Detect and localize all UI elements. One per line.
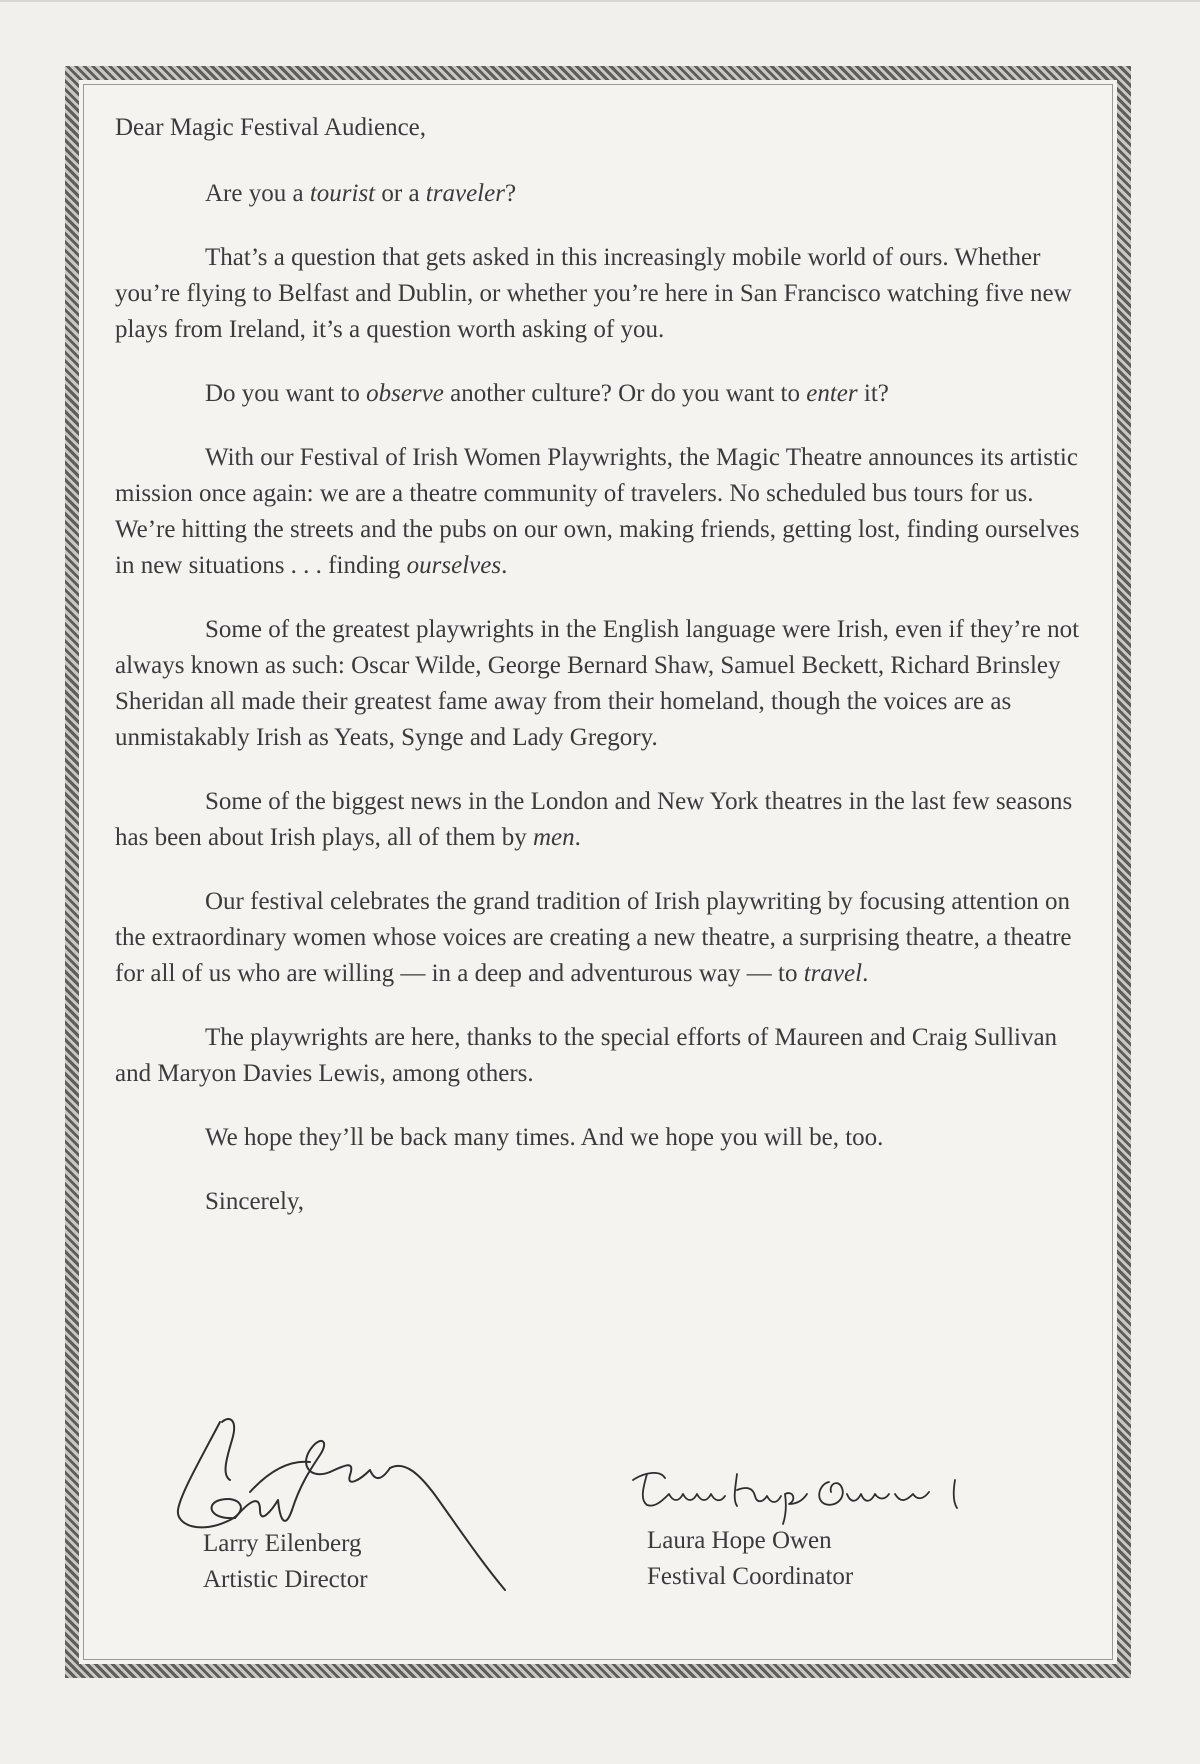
paragraph-6: Some of the biggest news in the London and New York theatres in the last few seasons has been about Irish plays, all of them by men.: [115, 788, 1073, 851]
signatory-name: Larry Eilenberg: [203, 1530, 362, 1557]
paragraph-9: We hope they’ll be back many times. And we hope you will be, too.: [205, 1124, 884, 1151]
signatory-left: [203, 1526, 368, 1598]
signatory-right: [647, 1523, 853, 1595]
signatory-title: Artistic Director: [203, 1566, 368, 1593]
signatory-title: Festival Coordinator: [647, 1563, 854, 1590]
paragraph-8: The playwrights are here, thanks to the special efforts of Maureen and Craig Sullivan and Maryon Davies Lewis, among others.: [115, 1024, 1058, 1087]
salutation: Dear Magic Festival Audience,: [115, 114, 427, 141]
paragraph-7: Our festival celebrates the grand tradition of Irish playwriting by focusing attention on the extraordinary women whose voices are creating a new theatre, a surprising theatre, a theatre for all of us who are willing — in a deep and adventurous way — to travel.: [115, 888, 1072, 987]
paragraph-3: Do you want to observe another culture? Or do you want to enter it?: [205, 380, 889, 407]
paragraph-5: Some of the greatest playwrights in the English language were Irish, even if they’re not always known as such: Oscar Wilde, George Bernard Shaw, Samuel Beckett, Richard Brinsley Sheridan all made their greatest fame away from their homeland, though the voices are as unmistakably Irish as Yeats, Synge and Lady Gregory.: [115, 616, 1080, 751]
paragraph-4: With our Festival of Irish Women Playwrights, the Magic Theatre announces its artistic mission once again: we are a theatre community of travelers. No scheduled bus tours for us. We’re hitting the streets and the pubs on our own, making friends, getting lost, finding ourselves in new situations . . . finding ourselves.: [115, 444, 1080, 579]
letter-body: [115, 110, 1090, 1220]
signature-laura-hope-owen: [625, 1460, 995, 1530]
closing: Sincerely,: [205, 1188, 305, 1215]
paragraph-2: That’s a question that gets asked in this increasingly mobile world of ours. Whether you’re flying to Belfast and Dublin, or whether you’re here in San Francisco watching five new plays from Ireland, it’s a question worth asking of you.: [115, 244, 1072, 343]
signatory-name: Laura Hope Owen: [647, 1527, 832, 1554]
paragraph-1: Are you a tourist or a traveler?: [205, 180, 517, 207]
